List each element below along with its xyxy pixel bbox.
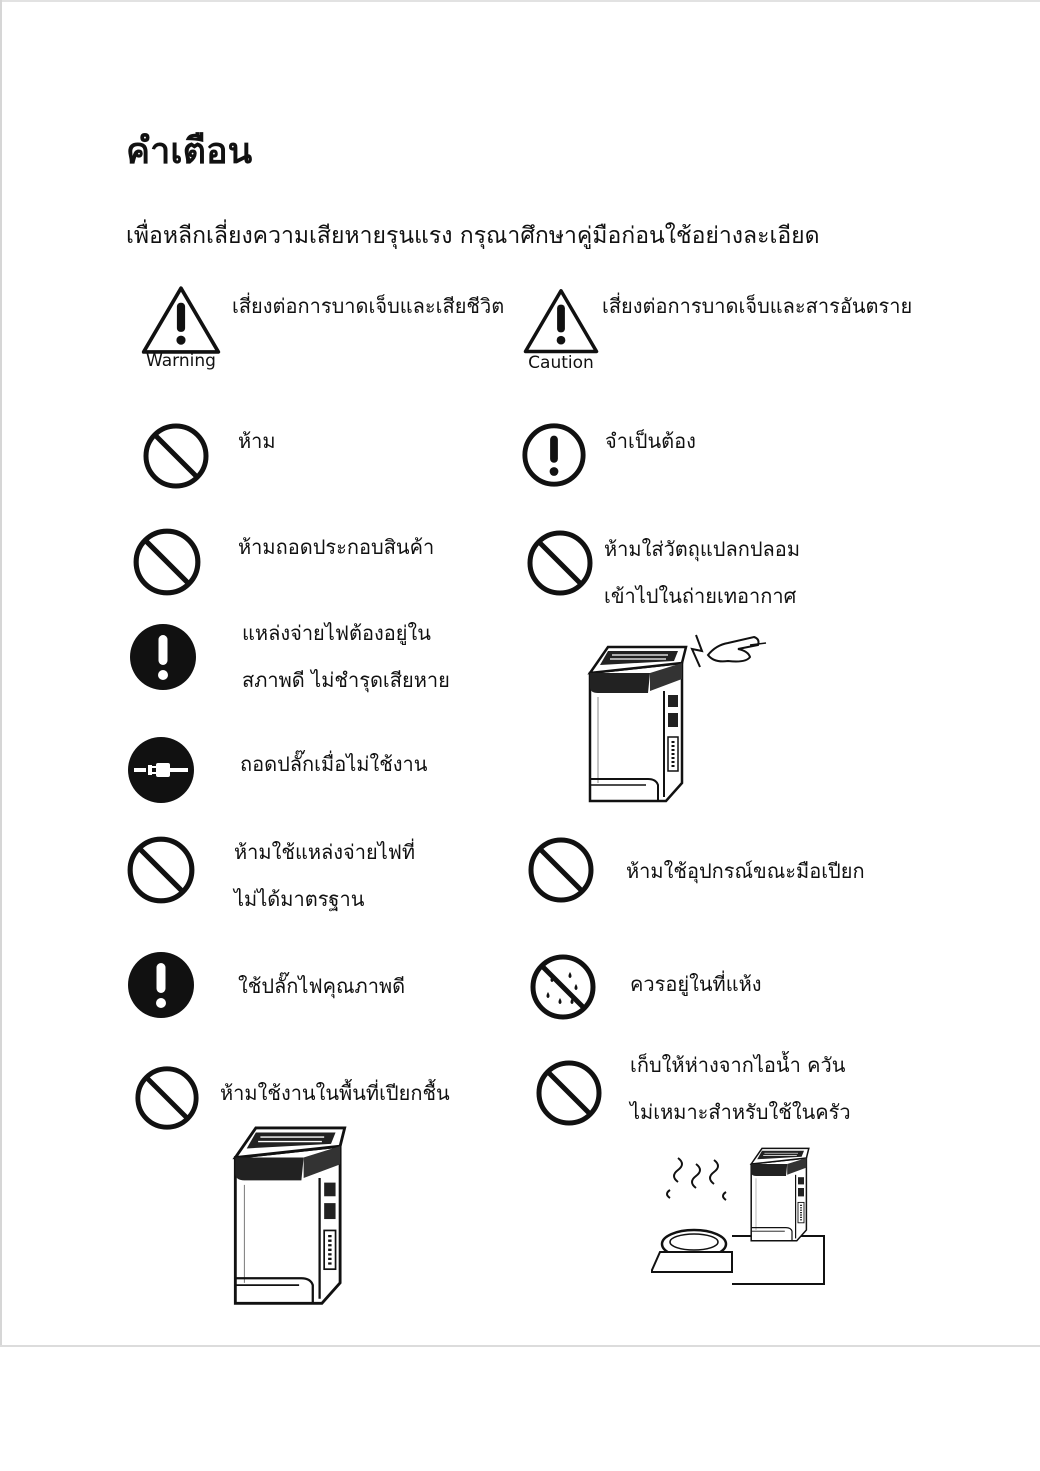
purifier-illustration: [220, 1112, 370, 1317]
prohibited-icon: [131, 526, 203, 598]
power-supply-good-line-2: สภาพดี ไม่ชำรุดเสียหาย: [242, 668, 450, 692]
caution-description: เสี่ยงต่อการบาดเจ็บและสารอันตราย: [602, 294, 913, 318]
no-nonstandard-power-line-2: ไม่ได้มาตรฐาน: [234, 887, 365, 911]
prohibited-icon: [141, 421, 211, 491]
warning-label: Warning: [146, 351, 216, 371]
no-foreign-objects-line-1: ห้ามใส่วัตถุแปลกปลอม: [604, 537, 800, 561]
page-title: คำเตือน: [126, 131, 253, 172]
prohibited-meaning: ห้าม: [238, 429, 276, 453]
caution-label: Caution: [528, 353, 594, 373]
no-humid-area-text: ห้ามใช้งานในพื้นที่เปียกชื้น: [220, 1081, 450, 1105]
no-foreign-objects-line-2: เข้าไปในถ่ายเทอากาศ: [604, 584, 797, 608]
no-disassemble-text: ห้ามถอดประกอบสินค้า: [238, 535, 435, 559]
mandatory-solid-icon: [128, 622, 198, 692]
power-supply-good-line-1: แหล่งจ่ายไฟต้องอยู่ใน: [242, 621, 431, 645]
page-border-left: [0, 0, 2, 1345]
prohibited-icon: [125, 834, 197, 906]
caution-triangle-icon: [522, 286, 600, 374]
mandatory-meaning: จำเป็นต้อง: [605, 429, 696, 453]
warning-triangle-icon: [140, 284, 222, 372]
page-border-top: [0, 0, 1040, 2]
prohibited-icon: [534, 1058, 604, 1128]
no-nonstandard-power-line-1: ห้ามใช้แหล่งจ่ายไฟที่: [234, 840, 416, 864]
good-plug-text: ใช้ปลั๊กไฟคุณภาพดี: [238, 974, 406, 998]
warning-description: เสี่ยงต่อการบาดเจ็บและเสียชีวิต: [232, 294, 505, 318]
mandatory-outline-icon: [520, 421, 588, 489]
unplug-icon: [126, 735, 196, 805]
prohibited-icon: [133, 1064, 201, 1132]
away-from-steam-line-2: ไม่เหมาะสำหรับใช้ในครัว: [630, 1100, 851, 1124]
keep-dry-text: ควรอยู่ในที่แห้ง: [630, 972, 762, 996]
mandatory-solid-icon: [126, 950, 196, 1020]
intro-text: เพื่อหลีกเลี่ยงความเสียหายรุนแรง กรุณาศึกษาคู่มือก่อนใช้อย่างละเอียด: [126, 223, 820, 249]
away-from-steam-line-1: เก็บให้ห่างจากไอน้ำ ควัน: [630, 1053, 846, 1077]
no-water-droplets-icon: [528, 952, 598, 1022]
purifier-hand-illustration: [578, 615, 768, 815]
stove-steam-illustration: [648, 1140, 828, 1290]
no-wet-hands-text: ห้ามใช้อุปกรณ์ขณะมือเปียก: [626, 859, 865, 883]
page-border-bottom: [0, 1345, 1040, 1347]
prohibited-icon: [525, 528, 595, 598]
unplug-text: ถอดปลั๊กเมื่อไม่ใช้งาน: [240, 752, 428, 776]
prohibited-icon: [526, 835, 596, 905]
